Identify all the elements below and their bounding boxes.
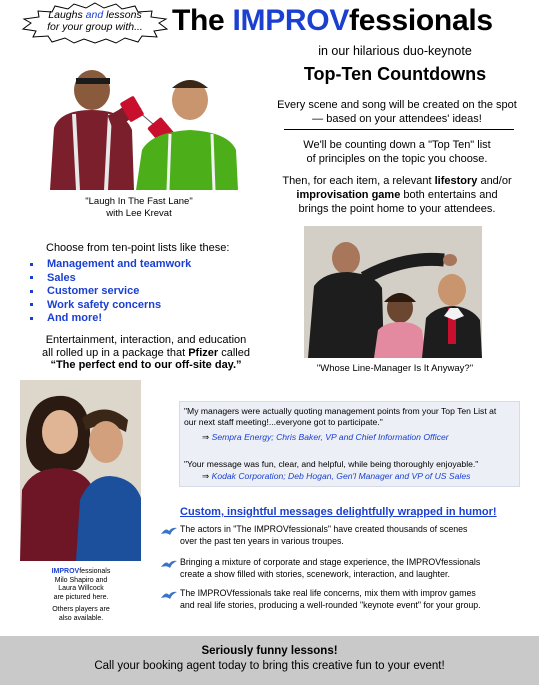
photo-whose-line-manager [304, 226, 482, 358]
list-item: And more! [30, 312, 191, 326]
list-item: Work safety concerns [30, 299, 191, 313]
footer-banner [0, 636, 539, 685]
bird-icon [160, 590, 178, 600]
testimonials-box [179, 401, 520, 487]
countdown-paragraph: We'll be counting down a "Top Ten" list of principles on the topic you choose. [303, 139, 491, 165]
bird-icon [160, 526, 178, 536]
footer-call-to-action: Call your booking agent today to bring this creative fun to your event! [94, 660, 445, 672]
photo2-caption: "Whose Line-Manager Is It Anyway?" [316, 363, 474, 374]
pfizer-quote: “The perfect end to our off-site day.” [50, 359, 242, 371]
arrow-icon: ⇒ [202, 432, 210, 442]
testimonial-1-attribution: ⇒ Sempra Energy; Chris Baker, VP and Chief Information Officer [202, 432, 449, 442]
benefits-headline: Custom, insightful messages delightfully wrapped in humor! [180, 506, 497, 518]
topics-list [30, 258, 191, 326]
entertainment-paragraph: Entertainment, interaction, and education all rolled up in a package that Pfizer called “The perfect end to our off-site day.” [30, 334, 262, 372]
then-paragraph: Then, for each item, a relevant lifestory and/or improvisation game both entertains and brings the point home to your attendees. [282, 175, 512, 215]
testimonial-1: "My managers were actually quoting management points from your Top Ten List at our next staff meeting!...everyone got to participate." [184, 406, 497, 427]
footer-title: Seriously funny lessons! [201, 645, 338, 657]
list-item: Management and teamwork [30, 258, 191, 272]
subtitle: in our hilarious duo-keynote [318, 44, 472, 58]
testimonial-2: "Your message was fun, clear, and helpful, while being thoroughly enjoyable." [184, 459, 479, 469]
testimonial-2-attribution: ⇒ Kodak Corporation; Deb Hogan, Gen'l Manager and VP of US Sales [202, 471, 471, 481]
list-item: Sales [30, 272, 191, 286]
starburst-badge [20, 2, 170, 44]
list-item: Bringing a mixture of corporate and stage experience, the IMPROVfessionals create a show filled with stories, scenework, interaction, and laughter. [180, 557, 481, 579]
starburst-text: Laughs and lessons for your group with... [47, 9, 143, 33]
arrow-icon: ⇒ [202, 471, 210, 481]
subtitle-countdowns: Top-Ten Countdowns [303, 64, 487, 84]
benefits-list [160, 524, 530, 634]
choose-heading: Choose from ten-point lists like these: [46, 242, 230, 254]
photo-milo-and-laura [20, 380, 141, 561]
bird-icon [160, 559, 178, 569]
list-item: Customer service [30, 285, 191, 299]
photo-laugh-in-fast-lane [40, 58, 238, 190]
photo3-caption: IMPROVfessionals Milo Shapiro and Laura Willcock are pictured here. Others players are also available. [51, 568, 111, 622]
intro-paragraph: Every scene and song will be created on the spot — based on your attendees' ideas! [277, 99, 517, 125]
page-title: The IMPROVfessionals [172, 4, 493, 37]
divider [284, 129, 514, 130]
list-item: The actors in "The IMPROVfessionals" have created thousands of scenes over the past ten years in various troupes. [180, 524, 468, 546]
title-improv: IMPROV [232, 4, 350, 37]
photo1-caption: "Laugh In The Fast Lane" with Lee Krevat [85, 196, 193, 219]
burst-and: and [85, 9, 104, 21]
list-item: The IMPROVfessionals take real life concerns, mix them with improv games and real life stories, producing a well-rounded "keynote event" for your group. [180, 588, 481, 610]
